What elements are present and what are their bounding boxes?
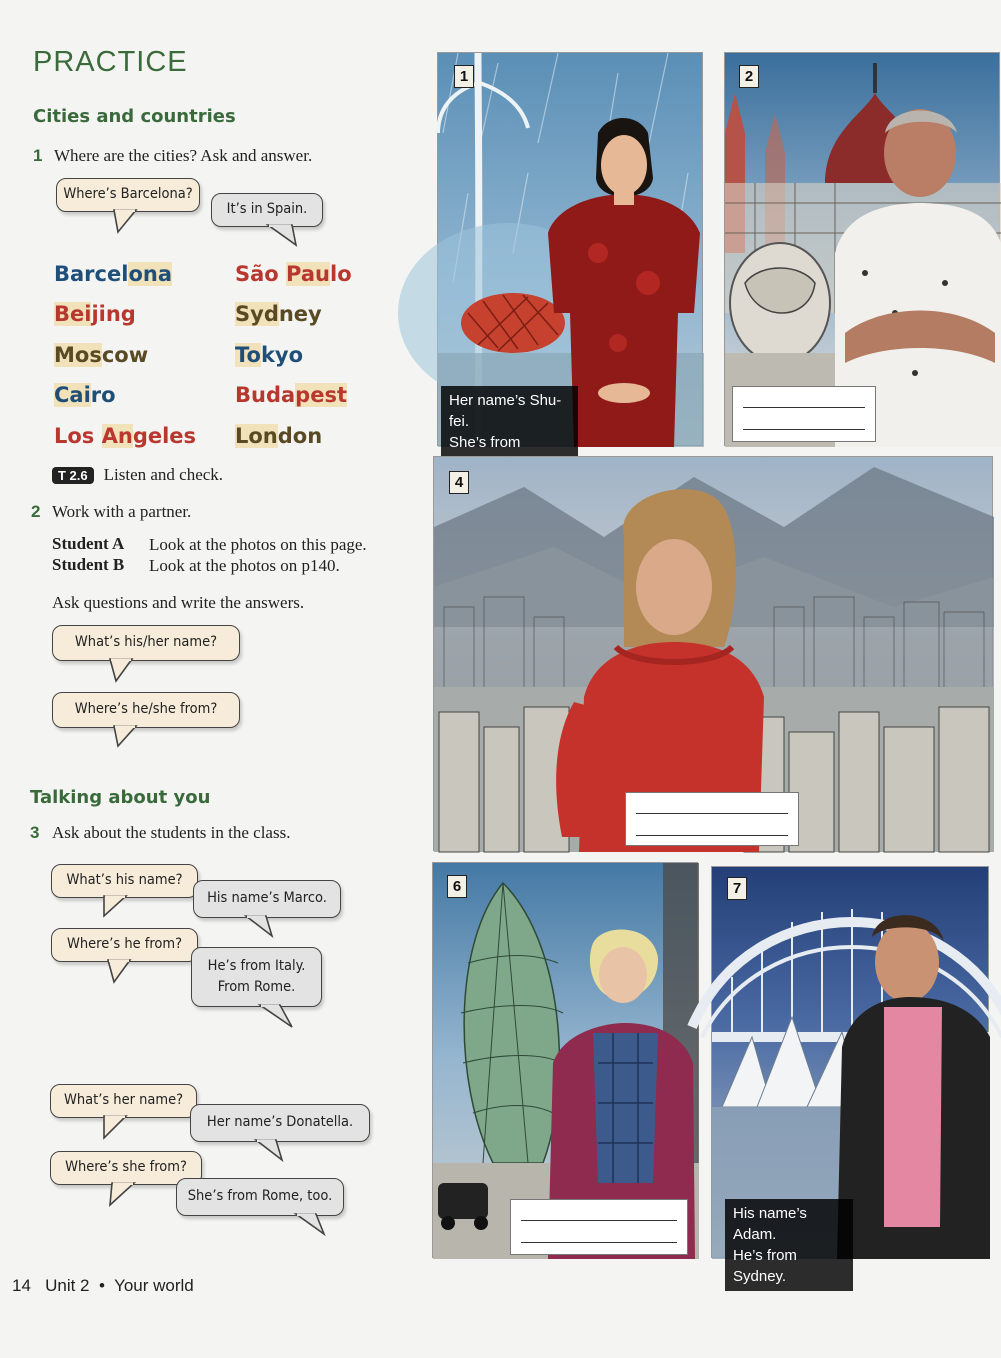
- student-b-label: Student B: [52, 555, 125, 574]
- exercise-number-3: 3: [30, 823, 40, 842]
- speech-bubble-a2: [191, 947, 322, 1007]
- city-part: ney: [278, 302, 322, 326]
- city-part: São: [235, 262, 287, 286]
- photo-number-6: 6: [447, 875, 467, 898]
- speech-bubble-a4: She’s from Rome, too.: [176, 1178, 344, 1216]
- page-heading: PRACTICE: [33, 46, 188, 78]
- student-a-label: Student A: [52, 534, 125, 553]
- student-a-text: Look at the photos on this page.: [149, 535, 367, 554]
- photo-7: [711, 866, 989, 1285]
- city-part: cow: [101, 343, 149, 367]
- city-name: [235, 343, 303, 367]
- bubble-tail: [100, 896, 132, 918]
- photo-2: [724, 52, 1000, 446]
- answer-box-photo-4[interactable]: [625, 792, 799, 846]
- exercise-number-2: 2: [31, 502, 41, 521]
- city-part: lo: [330, 262, 352, 286]
- city-stress-highlight: Bei: [54, 302, 92, 326]
- city-name: [54, 383, 116, 407]
- bubble-tail: [292, 1214, 328, 1236]
- city-part: don: [277, 424, 323, 448]
- answer-box-photo-2[interactable]: [732, 386, 876, 442]
- city-part: ro: [90, 383, 116, 407]
- exercise-number-1: 1: [33, 146, 43, 165]
- photo-number-4: 4: [449, 471, 469, 494]
- speech-bubble-answer: It’s in Spain.: [211, 193, 323, 227]
- caption-line-1: Her name’s Shu-fei.: [449, 392, 562, 430]
- bubble-tail: [108, 659, 138, 683]
- page-number: 14: [12, 1276, 31, 1295]
- photo-number-7: 7: [727, 877, 747, 900]
- student-b-text: Look at the photos on p140.: [149, 556, 340, 575]
- exercise-2-instruction: Work with a partner.: [52, 502, 192, 521]
- photo-4: [433, 456, 993, 851]
- speech-bubble-a3: Her name’s Donatella.: [190, 1104, 370, 1142]
- speech-bubble-name-question: What’s his/her name?: [52, 625, 240, 661]
- unit-title: Your world: [114, 1276, 194, 1295]
- section-title-talking: Talking about you: [30, 787, 211, 808]
- answer-line-1: He’s from Italy.: [207, 957, 306, 974]
- caption-line-2: She’s from: [449, 434, 521, 451]
- city-name: [235, 302, 322, 326]
- speech-bubble-a1: His name’s Marco.: [193, 880, 341, 918]
- city-name: [54, 424, 196, 448]
- city-name: [235, 383, 347, 407]
- bubble-tail: [256, 1005, 296, 1029]
- speech-bubble-q1: What’s his name?: [51, 864, 198, 898]
- page-footer: [12, 1276, 194, 1296]
- photo-6: [432, 862, 698, 1258]
- speech-bubble-q4: Where’s she from?: [50, 1151, 202, 1185]
- answer-line: [743, 407, 865, 408]
- photo-7-caption: [725, 1199, 853, 1291]
- caption-line-1: His name’s Adam.: [733, 1205, 807, 1243]
- exercise-3-instruction: Ask about the students in the class.: [52, 823, 291, 842]
- photo-1: [437, 52, 703, 451]
- city-stress-highlight: Lon: [235, 424, 278, 448]
- photo-number-1: 1: [454, 65, 474, 88]
- city-name: [54, 302, 136, 326]
- bubble-tail: [264, 225, 300, 249]
- city-part: jing: [91, 302, 136, 326]
- city-stress-highlight: pest: [295, 383, 347, 407]
- audio-track-badge[interactable]: T 2.6: [52, 467, 94, 484]
- city-stress-highlight: Mos: [54, 343, 102, 367]
- speech-bubble-q2: Where’s he from?: [51, 928, 198, 962]
- answer-line: [636, 813, 788, 814]
- city-stress-highlight: An: [101, 424, 133, 448]
- city-name: [54, 343, 148, 367]
- section-title-cities: Cities and countries: [33, 106, 236, 127]
- city-name: [235, 262, 352, 286]
- answer-box-photo-6[interactable]: [510, 1199, 688, 1255]
- bubble-tail: [242, 916, 276, 938]
- city-part: geles: [132, 424, 197, 448]
- listen-row: [52, 465, 223, 485]
- speech-bubble-question: Where’s Barcelona?: [56, 178, 200, 212]
- speech-bubble-from-question: Where’s he/she from?: [52, 692, 240, 728]
- exercise-1-instruction: Where are the cities? Ask and answer.: [54, 146, 313, 165]
- city-name: [54, 262, 172, 286]
- answer-line: [636, 835, 788, 836]
- bubble-tail: [252, 1140, 286, 1162]
- city-stress-highlight: To: [235, 343, 261, 367]
- photo-number-2: 2: [739, 65, 759, 88]
- city-part: Los: [54, 424, 102, 448]
- footer-bullet: •: [98, 1276, 105, 1295]
- city-part: Barcel: [54, 262, 129, 286]
- city-name: [235, 424, 322, 448]
- city-stress-highlight: Syd: [235, 302, 279, 326]
- city-part: Buda: [235, 383, 296, 407]
- city-stress-highlight: ona: [128, 262, 172, 286]
- speech-bubble-q3: What’s her name?: [50, 1084, 197, 1118]
- answer-line: [521, 1242, 677, 1243]
- city-stress-highlight: Pau: [286, 262, 330, 286]
- ask-instruction: Ask questions and write the answers.: [52, 593, 305, 612]
- city-stress-highlight: Cai: [54, 383, 91, 407]
- city-part: kyo: [260, 343, 304, 367]
- caption-line-2: He’s from Sydney.: [733, 1247, 797, 1285]
- listen-instruction: Listen and check.: [103, 465, 224, 484]
- answer-line: [743, 429, 865, 430]
- bubble-tail: [108, 1183, 140, 1207]
- answer-line-2: From Rome.: [217, 979, 296, 995]
- unit-label: Unit 2: [45, 1276, 90, 1295]
- bubble-tail: [104, 960, 136, 984]
- answer-line: [521, 1220, 677, 1221]
- bubble-tail: [100, 1116, 132, 1140]
- bubble-tail: [112, 210, 142, 234]
- bubble-tail: [112, 726, 142, 748]
